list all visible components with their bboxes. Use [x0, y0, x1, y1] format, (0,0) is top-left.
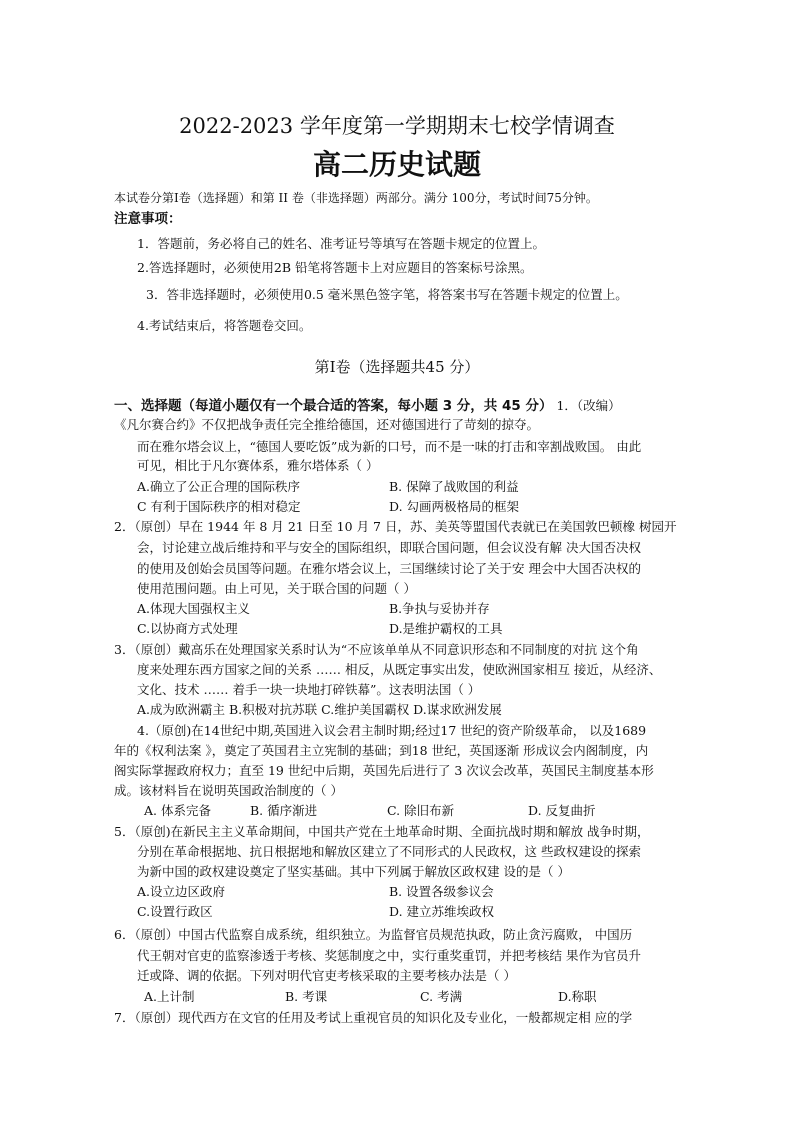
question-line: 迁或降、调的依据。下列对明代官吏考核采取的主要考核办法是（ ） — [137, 968, 516, 983]
option-b: B. 考课 — [285, 989, 328, 1004]
question-line: 而在雅尔塔会议上，“德国人要吃饭”成为新的口号，而不是一味的打击和宰割战败国。 由此 — [137, 439, 642, 454]
option-d: D. 建立苏维埃政权 — [389, 904, 495, 919]
option-a: A. 体系完备 — [144, 803, 211, 818]
part1-heading: 一、选择题（每道小题仅有一个最合适的答案，每小题 3 分，共 45 分） — [114, 398, 553, 414]
option-b: B.争执与妥协并存 — [389, 601, 490, 616]
question-line: 文化、技术 …… 着手一块一块地打碎铁幕”。这表明法国（ ） — [137, 682, 481, 697]
question-line: 分别在革命根据地、抗日根据地和解放区建立了不同形式的人民政权，这 些政权建设的探索 — [137, 844, 641, 859]
question-line: 的使用及创始会员国等问题。在雅尔塔会议上，三国继续讨论了关于安 理会中大国否决权的 — [137, 561, 641, 576]
option-d: D. 反复曲折 — [528, 803, 596, 818]
q1-label: 1．（改编） — [556, 398, 621, 413]
notes-heading: 注意事项： — [114, 211, 182, 227]
option-a: A.设立边区政府 — [137, 884, 226, 899]
question-line: 2．（原创）早在 1944 年 8 月 21 日至 10 月 7 日，苏、美英等盟国代表就已在美国敦巴顿橡 树园开 — [114, 519, 677, 534]
exam-intro: 本试卷分第Ⅰ卷（选择题）和第 II 卷（非选择题）两部分。满分 100分，考试时间75分钟。 — [114, 191, 598, 205]
option-a: A.上计制 — [144, 989, 195, 1004]
option-c: C. 除旧布新 — [387, 803, 455, 818]
question-line: 4.（原创)在14世纪中期,英国进入议会君主制时期;经过17 世纪的资产阶级革命， 以及1689 — [137, 723, 647, 738]
section-title: 第Ⅰ卷（选择题共45 分） — [314, 358, 480, 376]
question-line: 会，讨论建立战后维持和平与安全的国际组织，即联合国问题，但会议没有解 决大国否决权 — [137, 540, 641, 555]
option-c: C 有利于国际秩序的相对稳定 — [137, 499, 301, 514]
note-item: 3．答非选择题时，必须使用0.5 毫米黑色签字笔，将答案书写在答题卡规定的位置上。 — [146, 287, 628, 302]
option-d: D.称职 — [558, 989, 597, 1004]
option-d: D. 勾画两极格局的框架 — [389, 499, 520, 514]
question-line: 成。该材料旨在说明英国政治制度的（ ） — [114, 783, 343, 798]
option-c: C.以协商方式处理 — [137, 621, 238, 636]
question-line: 3．（原创）戴高乐在处理国家关系时认为“不应该单单从不同意识形态和不同制度的对抗 这个角 — [114, 642, 639, 657]
exam-title: 2022-2023 学年度第一学期期末七校学情调查 — [179, 114, 615, 138]
option-a: A.确立了公正合理的国际秩序 — [137, 479, 301, 494]
question-line: 可见，相比于凡尔赛体系，雅尔塔体系（ ） — [137, 458, 379, 473]
option-row: A.成为欧洲霸主 B.积极对抗苏联 C.维护美国霸权 D.谋求欧洲发展 — [137, 702, 502, 717]
question-line: 度来处理东西方国家之间的关系 …… 相反，从既定事实出发，使欧洲国家相互 接近，从经济、 — [137, 662, 662, 677]
question-line: 阁实际掌握政府权力；直至 19 世纪中后期，英国先后进行了 3 次议会改革，英国民主制度基本形 — [114, 763, 654, 778]
option-b: B. 设置各级参议会 — [389, 884, 494, 899]
note-item: 1．答题前，务必将自己的姓名、准考证号等填写在答题卡规定的位置上。 — [137, 236, 545, 251]
note-item: 4.考试结束后，将答题卷交回。 — [137, 318, 312, 333]
option-a: A.体现大国强权主义 — [137, 601, 251, 616]
note-item: 2.答选择题时，必须使用2B 铅笔将答题卡上对应题目的答案标号涂黑。 — [137, 260, 533, 275]
option-c: C.设置行政区 — [137, 904, 213, 919]
option-b: B. 保障了战败国的利益 — [389, 479, 519, 494]
question-line: 为新中国的政权建设奠定了坚实基础。其中下列属于解放区政权建 设的是（ ） — [137, 864, 570, 879]
question-line: 年的《权利法案 》，奠定了英国君主立宪制的基础；到18 世纪，英国逐渐 形成议会内阁制度，内 — [114, 743, 649, 758]
part1-heading-line — [114, 396, 621, 416]
option-d: D.是维护霸权的工具 — [389, 621, 503, 636]
option-c: C. 考满 — [420, 989, 463, 1004]
question-line: 代王朝对官吏的监察渗透于考核、奖惩制度之中，实行重奖重罚，并把考核结 果作为官员升 — [137, 948, 641, 963]
question-line: 6．（原创）中国古代监察自成系统，组织独立。为监督官员规范执政，防止贪污腐败， 中国历 — [114, 927, 633, 942]
exam-subtitle: 高二历史试题 — [312, 148, 481, 181]
question-line: 使用范围问题。由上可见，关于联合国的问题（ ） — [137, 581, 416, 596]
question-line: 7．（原创）现代西方在文官的任用及考试上重视官员的知识化及专业化，一般都规定相 应的学 — [114, 1010, 633, 1025]
question-line: 5．（原创)在新民主主义革命期间，中国共产党在土地革命时期、全面抗战时期和解放 战争时期， — [114, 824, 650, 839]
question-line: 《凡尔赛合约》不仅把战争责任完全推给德国，还对德国进行了苛刻的掠夺。 — [114, 417, 540, 432]
option-b: B. 循序渐进 — [250, 803, 318, 818]
